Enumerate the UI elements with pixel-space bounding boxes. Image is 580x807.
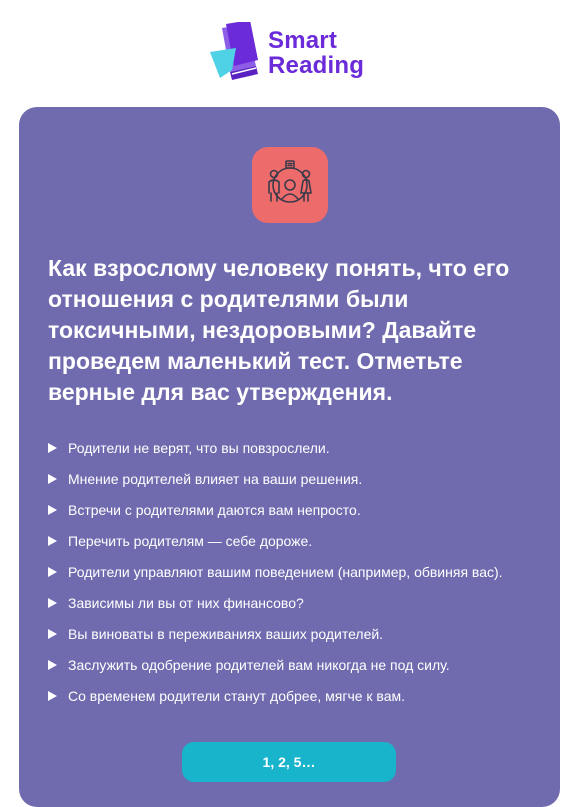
- statement-item[interactable]: [48, 649, 548, 680]
- statement-item[interactable]: [48, 525, 548, 556]
- triangle-bullet-icon: [48, 691, 57, 701]
- statement-item[interactable]: [48, 618, 548, 649]
- brand-logo[interactable]: [206, 22, 364, 84]
- triangle-bullet-icon: [48, 629, 57, 639]
- triangle-bullet-icon: [48, 443, 57, 453]
- quiz-card: [19, 107, 560, 807]
- book-logo-icon: [206, 22, 262, 84]
- triangle-bullet-icon: [48, 598, 57, 608]
- statement-text: Родители не верят, что вы повзрослели.: [68, 439, 330, 456]
- statement-item[interactable]: [48, 556, 548, 587]
- triangle-bullet-icon: [48, 505, 57, 515]
- statement-text: Со временем родители станут добрее, мягче к вам.: [68, 687, 406, 704]
- answer-button[interactable]: 1, 2, 5…: [182, 742, 396, 782]
- statement-text: Вы виноваты в переживаниях ваших родителей.: [68, 625, 384, 642]
- statement-item[interactable]: [48, 680, 548, 711]
- triangle-bullet-icon: [48, 567, 57, 577]
- brand-name-line2: Reading: [268, 52, 365, 79]
- statement-item[interactable]: [48, 494, 548, 525]
- triangle-bullet-icon: [48, 660, 57, 670]
- statement-text: Зависимы ли вы от них финансово?: [68, 594, 304, 611]
- statement-list: [48, 432, 548, 711]
- statement-item[interactable]: [48, 587, 548, 618]
- statement-text: Встречи с родителями даются вам непросто.: [68, 501, 361, 518]
- statement-text: Мнение родителей влияет на ваши решения.: [68, 470, 363, 487]
- quiz-headline: Как взрослому человеку понять, что его отношения с родителями были токсичными, нездоровыми? Давайте проведем маленький тест. Отметьте верные для вас утверждения.: [48, 255, 510, 405]
- family-relations-icon: [252, 147, 328, 223]
- triangle-bullet-icon: [48, 474, 57, 484]
- brand-name-line1: Smart: [268, 27, 338, 54]
- statement-text: Родители управляют вашим поведением (например, обвиняя вас).: [68, 563, 503, 580]
- triangle-bullet-icon: [48, 536, 57, 546]
- statement-item[interactable]: [48, 463, 548, 494]
- statement-text: Заслужить одобрение родителей вам никогда не под силу.: [68, 656, 450, 673]
- statement-item[interactable]: [48, 432, 548, 463]
- statement-text: Перечить родителям — себе дороже.: [68, 532, 313, 549]
